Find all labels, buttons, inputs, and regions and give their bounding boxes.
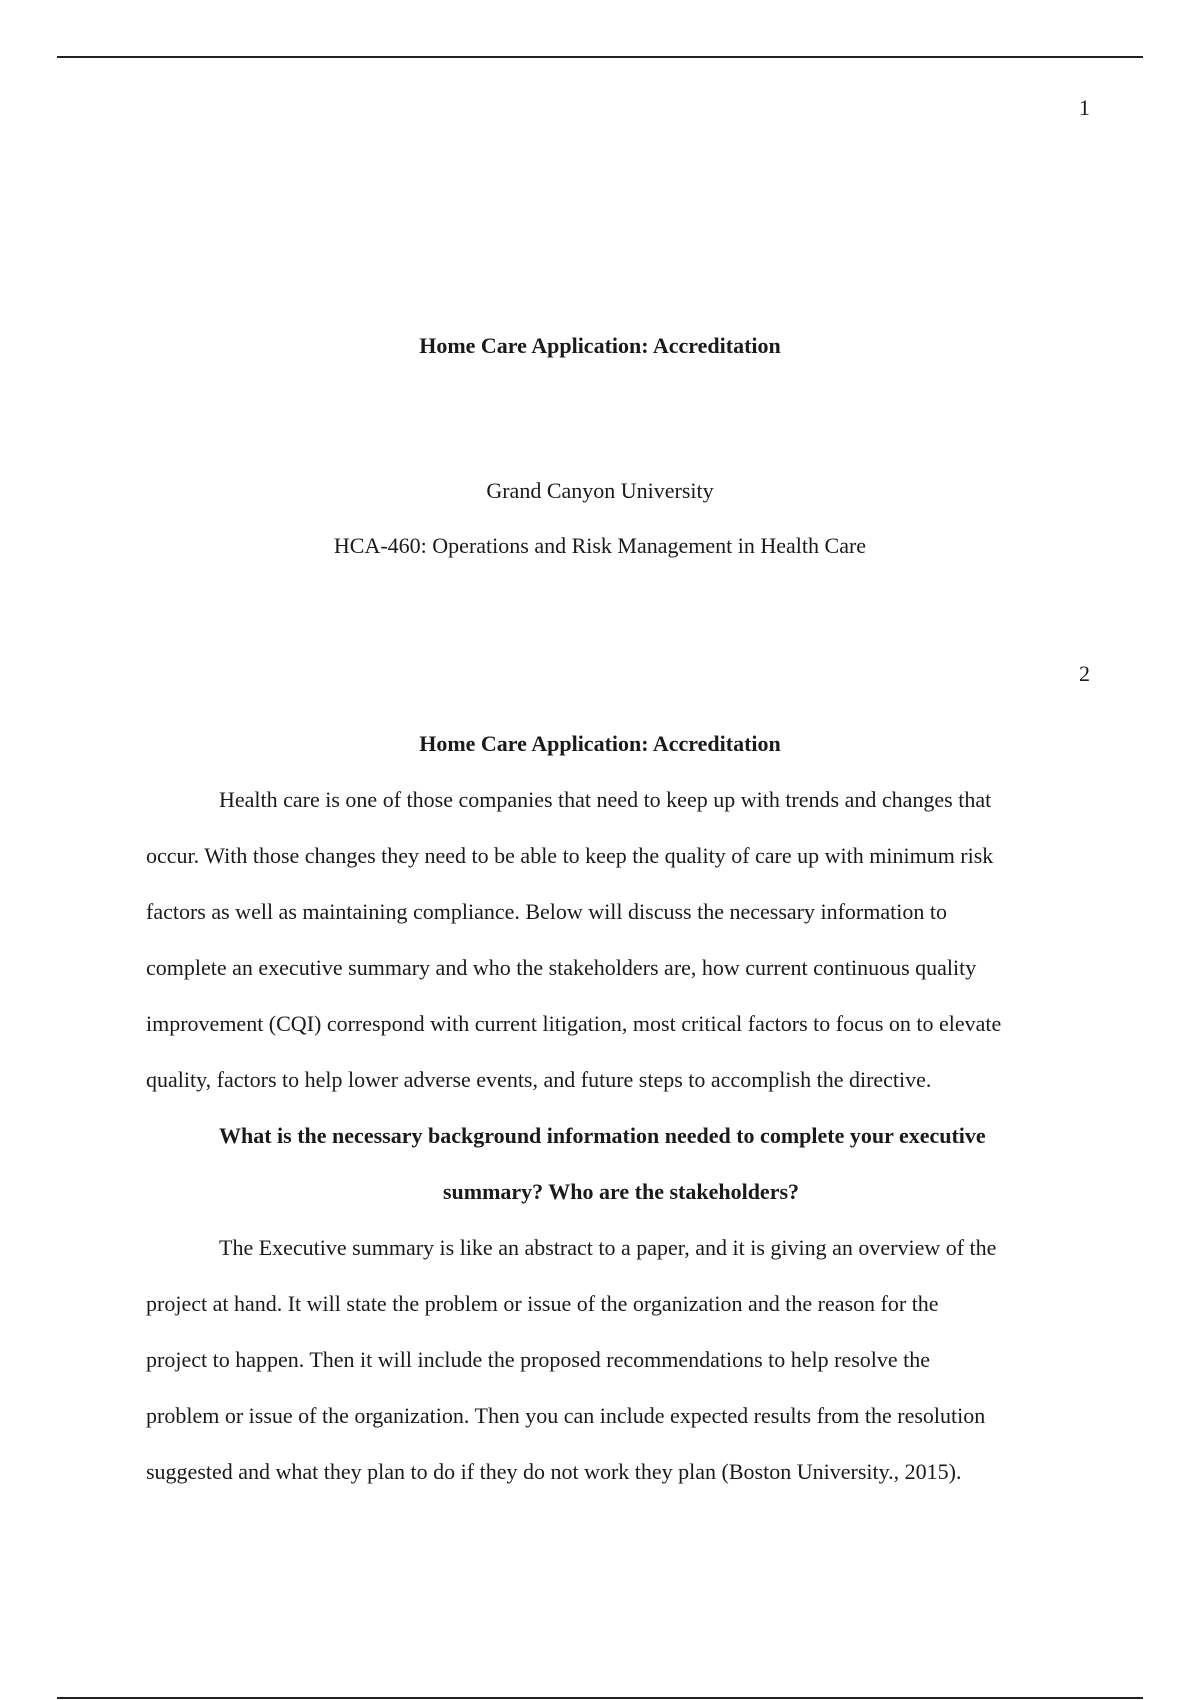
heading-line: What is the necessary background information needed to complete your executive [219,1123,986,1148]
text-line: project to happen. Then it will include the proposed recommendations to help resolve the [146,1347,931,1372]
top-rule [57,56,1143,58]
section-paragraph [146,1220,1096,1500]
title-page-title: Home Care Application: Accreditation [419,333,781,358]
institution-name: Grand Canyon University [486,478,714,503]
text-line: problem or issue of the organization. Then you can include expected results from the resolution [146,1403,986,1428]
bottom-rule [57,1697,1143,1699]
text-line: factors as well as maintaining compliance. Below will discuss the necessary information to [146,899,947,924]
heading-line: summary? Who are the stakeholders? [442,1179,800,1204]
course-name: HCA-460: Operations and Risk Management in Health Care [333,533,867,558]
text-line: project at hand. It will state the problem or issue of the organization and the reason for the [146,1291,939,1316]
section-heading [146,1108,1096,1220]
text-line: quality, factors to help lower adverse events, and future steps to accomplish the directive. [146,1067,932,1092]
text-line: Health care is one of those companies that need to keep up with trends and changes that [219,787,992,812]
page-number-1: 1 [1079,95,1090,120]
text-line: improvement (CQI) correspond with current litigation, most critical factors to focus on to elevate [146,1011,1002,1036]
text-line: suggested and what they plan to do if they do not work they plan (Boston University., 2015). [146,1459,962,1484]
text-line: complete an executive summary and who the stakeholders are, how current continuous quality [146,955,977,980]
page-number-2: 2 [1079,661,1090,686]
intro-paragraph [146,772,1096,1108]
text-line: The Executive summary is like an abstract to a paper, and it is giving an overview of the [219,1235,997,1260]
paper-title: Home Care Application: Accreditation [419,731,781,756]
text-line: occur. With those changes they need to be able to keep the quality of care up with minimum risk [146,843,994,868]
